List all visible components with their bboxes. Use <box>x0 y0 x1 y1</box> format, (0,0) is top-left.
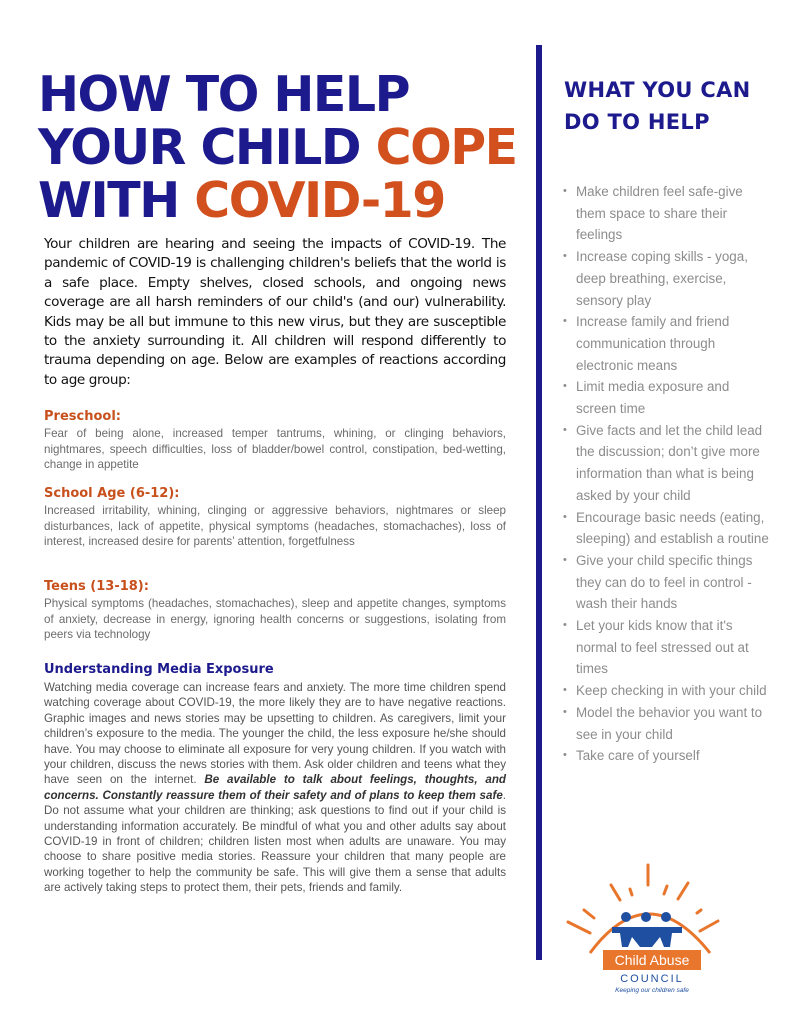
age-group-heading: Preschool: <box>44 409 121 424</box>
bullet-icon: • <box>563 380 567 393</box>
age-group-teens <box>44 578 506 643</box>
tip-item <box>563 507 773 550</box>
tip-item <box>563 615 773 680</box>
tip-text: Increase family and friend communication through electronic means <box>576 314 730 373</box>
age-group-heading: School Age (6-12): <box>44 486 180 501</box>
age-group-preschool <box>44 408 506 473</box>
title-line-1: HOW TO HELP <box>38 66 410 123</box>
tip-text: Encourage basic needs (eating, sleeping) and establish a routine <box>576 509 769 547</box>
sun-rays-icon <box>568 865 718 933</box>
media-paragraph <box>44 680 506 896</box>
tip-text: Let your kids know that it's normal to feel stressed out at times <box>576 618 749 677</box>
tip-text: Keep checking in with your child <box>576 683 767 699</box>
tip-item <box>563 702 773 745</box>
tip-text: Make children feel safe-give them space to share their feelings <box>576 184 743 243</box>
tip-text: Give your child specific things they can do to feel in control - wash their hands <box>576 552 753 612</box>
tip-text: Take care of yourself <box>576 748 700 764</box>
tip-text: Model the behavior you want to see in your child <box>576 704 763 742</box>
bullet-icon: • <box>563 553 567 566</box>
bullet-icon: • <box>563 423 567 436</box>
bullet-icon: • <box>563 684 567 697</box>
tip-text: Increase coping skills - yoga, deep breathing, exercise, sensory play <box>576 249 748 308</box>
age-group-school-age <box>44 485 506 550</box>
title-accent-cope: COPE <box>375 119 517 176</box>
page-title <box>38 68 518 227</box>
age-group-text: Fear of being alone, increased temper tantrums, whining, or clinging behaviors, nightmares, speech difficulties, loss of bladder/bowel control, constipation, bed-wetting, change in appetite <box>44 427 506 471</box>
logo-tagline: Keeping our children safe <box>615 987 689 994</box>
age-group-text: Physical symptoms (headaches, stomachaches), sleep and appetite changes, symptoms of anxiety, decrease in energy, ignoring health concerns or suggestions, isolating from peers via technology <box>44 597 506 641</box>
sidebar-heading: WHAT YOU CAN DO TO HELP <box>564 78 751 134</box>
tip-item <box>563 181 773 246</box>
intro-paragraph: Your children are hearing and seeing the impacts of COVID-19. The pandemic of COVID-19 is challenging children's beliefs that the world is a safe place. Empty shelves, closed schools, and ongoing news coverage are all harsh reminders of our child's (and our) vulnerability. Kids may be all but immune to this new virus, but they are susceptible to the anxiety surrounding it. All children will respond differently to trauma depending on age. Below are examples of reactions according to age group: <box>44 236 506 388</box>
title-accent-covid: COVID-19 <box>194 172 445 229</box>
bullet-icon: • <box>563 315 567 328</box>
tip-item <box>563 376 773 419</box>
bullet-icon: • <box>563 705 567 718</box>
age-group-heading: Teens (13-18): <box>44 579 149 594</box>
tip-item <box>563 550 773 615</box>
sidebar-divider <box>536 45 542 960</box>
title-line-3: WITH <box>38 172 195 229</box>
media-text-emphasis: Be available to talk about feelings, thoughts, and concerns. Constantly reassure them of their safety and of plans to keep them safe <box>44 773 506 802</box>
title-line-2: YOUR CHILD <box>38 119 376 176</box>
media-text-end: . Do not assume what your children are thinking; ask questions to find out if your child is understanding information accurately. Be mindful of what you and other adults say about COVID-19 in front of children; children listen most when adults are unaware. You may choose to share positive media stories. Reassure your children that many people are working together to help the community be safe. This will give them a sense that adults are actively taking steps to protect them, their pets, friends and family. <box>44 788 506 895</box>
tip-item <box>563 420 773 507</box>
tip-item <box>563 745 773 767</box>
children-figures-icon <box>612 912 682 947</box>
tip-item <box>563 246 773 311</box>
bullet-icon: • <box>563 619 567 632</box>
tip-item <box>563 311 773 376</box>
logo-name-line-1: Child Abuse <box>614 952 690 968</box>
tips-list <box>563 181 773 767</box>
bullet-icon: • <box>563 250 567 263</box>
media-heading: Understanding Media Exposure <box>44 662 274 677</box>
child-abuse-council-logo <box>560 855 740 995</box>
logo-name-line-2: COUNCIL <box>620 973 684 985</box>
tip-item <box>563 680 773 702</box>
media-text-start: Watching media coverage can increase fears and anxiety. The more time children spend watching coverage about COVID-19, the more likely they are to have negative reactions. Graphic images and news stories may be upsetting to children. As caregivers, limit your children’s exposure to the media. The younger the child, the less exposure he/she should have. You may choose to eliminate all exposure for very young children. If you watch with your children, discuss the news stories with them. Ask older children and teens what they have seen on the internet. <box>44 681 506 787</box>
tip-text: Limit media exposure and screen time <box>576 379 730 417</box>
age-group-text: Increased irritability, whining, clinging or aggressive behaviors, nightmares or sleep disturbances, lack of appetite, physical symptoms (headaches, stomachaches), loss of interest, increased desire for parents’ attention, forgetfulness <box>44 504 506 548</box>
bullet-icon: • <box>563 185 567 197</box>
bullet-icon: • <box>563 749 567 762</box>
tip-text: Give facts and let the child lead the discussion; don’t give more information than what is being asked by your child <box>576 422 763 503</box>
bullet-icon: • <box>563 510 567 523</box>
